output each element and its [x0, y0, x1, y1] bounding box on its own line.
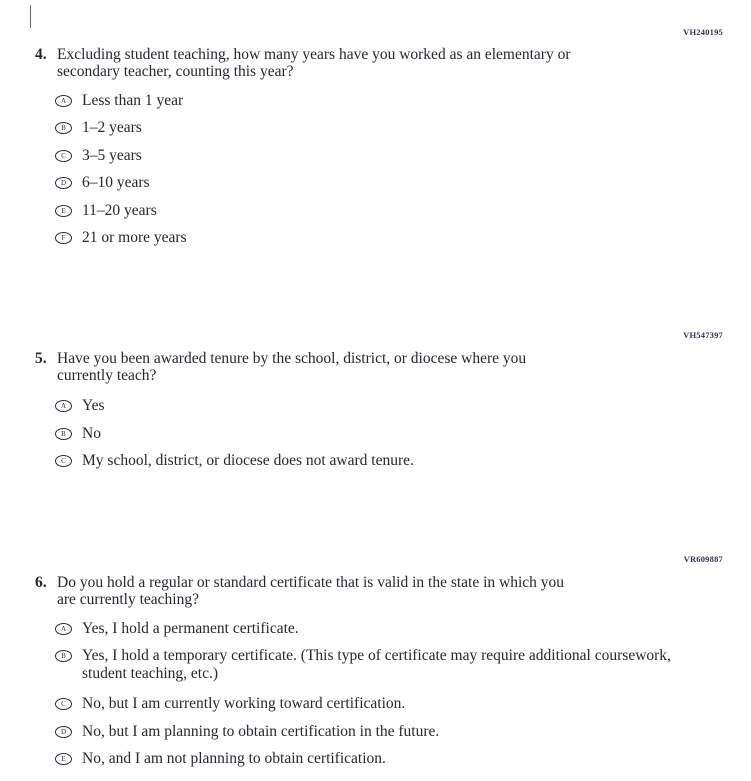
answer-bubble-icon[interactable]: E [55, 205, 72, 217]
option-label-line: My school, district, or diocese does not award tenure. [82, 452, 414, 469]
question-4-options [55, 92, 731, 256]
option-row-4e[interactable] [55, 202, 731, 220]
option-row-6a[interactable] [55, 620, 731, 638]
question-4 [35, 46, 571, 80]
answer-bubble-icon[interactable]: C [55, 455, 72, 467]
option-label-line: No [82, 424, 101, 442]
option-label-line: student teaching, etc.) [82, 665, 219, 682]
option-label [82, 229, 187, 247]
question-5-options [55, 397, 731, 480]
option-label [82, 425, 101, 443]
answer-bubble-icon[interactable]: C [55, 150, 72, 162]
option-label [82, 147, 142, 165]
option-label [82, 647, 671, 683]
option-label [82, 620, 299, 638]
question-6-options [55, 620, 731, 768]
question-5-line-2: currently teach? [57, 367, 157, 384]
option-label-line: 3–5 years [82, 146, 142, 164]
option-row-4d[interactable] [55, 174, 731, 192]
option-label [82, 723, 439, 741]
question-6-accession-code: VR609887 [683, 554, 723, 564]
option-label-line: No, and I am not planning to obtain certification. [82, 750, 386, 767]
answer-bubble-icon[interactable]: B [55, 650, 72, 662]
option-row-5c[interactable] [55, 452, 731, 470]
question-5 [35, 350, 526, 384]
option-row-5a[interactable] [55, 397, 731, 415]
option-row-5b[interactable] [55, 425, 731, 443]
question-6-number: 6. [35, 574, 47, 591]
option-label-line: Yes, I hold a temporary certificate. (This type of certificate may require additional coursework, [82, 647, 671, 664]
question-5-line-1: Have you been awarded tenure by the school, district, or diocese where you [57, 350, 527, 367]
question-6-line-2: are currently teaching? [57, 591, 199, 608]
question-4-line-1: Excluding student teaching, how many years have you worked as an elementary or [57, 46, 571, 63]
option-label [82, 397, 105, 415]
answer-bubble-icon[interactable]: C [55, 698, 72, 710]
option-row-6e[interactable] [55, 750, 731, 768]
option-label-line: 11–20 years [82, 201, 157, 219]
option-row-6d[interactable] [55, 723, 731, 741]
crop-mark [30, 5, 31, 28]
question-6-line-1: Do you hold a regular or standard certificate that is valid in the state in which you [57, 574, 565, 591]
option-label-line: Yes [82, 397, 105, 414]
answer-bubble-icon[interactable]: B [55, 122, 72, 134]
answer-bubble-icon[interactable]: B [55, 428, 72, 440]
answer-bubble-icon[interactable]: E [55, 753, 72, 765]
option-row-6c[interactable] [55, 695, 731, 713]
option-label-line: No, but I am currently working toward certification. [82, 695, 406, 712]
option-row-4f[interactable] [55, 229, 731, 247]
option-label-line: No, but I am planning to obtain certification in the future. [82, 723, 440, 740]
option-label [82, 202, 157, 220]
answer-bubble-icon[interactable]: D [55, 726, 72, 738]
option-label-line: 1–2 years [82, 119, 142, 137]
option-row-4b[interactable] [55, 119, 731, 137]
question-6 [35, 574, 564, 608]
question-6-text [57, 574, 564, 608]
question-4-line-2: secondary teacher, counting this year? [57, 63, 294, 80]
answer-bubble-icon[interactable]: A [55, 400, 72, 412]
option-label-line: Yes, I hold a permanent certificate. [82, 620, 299, 637]
answer-bubble-icon[interactable]: F [55, 232, 72, 244]
option-row-4c[interactable] [55, 147, 731, 165]
option-label [82, 92, 183, 110]
answer-bubble-icon[interactable]: D [55, 177, 72, 189]
question-5-text [57, 350, 526, 384]
option-row-4a[interactable] [55, 92, 731, 110]
question-5-number: 5. [35, 350, 47, 367]
option-label [82, 452, 414, 470]
answer-bubble-icon[interactable]: A [55, 623, 72, 635]
question-4-accession-code: VH240195 [683, 27, 723, 37]
question-4-number: 4. [35, 46, 47, 63]
option-label [82, 750, 386, 768]
option-label [82, 119, 142, 137]
option-label-line: 21 or more years [82, 228, 187, 246]
option-row-6b[interactable] [55, 647, 731, 683]
question-4-text [57, 46, 571, 80]
option-label-line: 6–10 years [82, 174, 150, 192]
option-label [82, 174, 150, 192]
answer-bubble-icon[interactable]: A [55, 95, 72, 107]
question-5-accession-code: VH547397 [683, 330, 723, 340]
option-label-line: Less than 1 year [82, 92, 184, 109]
option-label [82, 695, 405, 713]
